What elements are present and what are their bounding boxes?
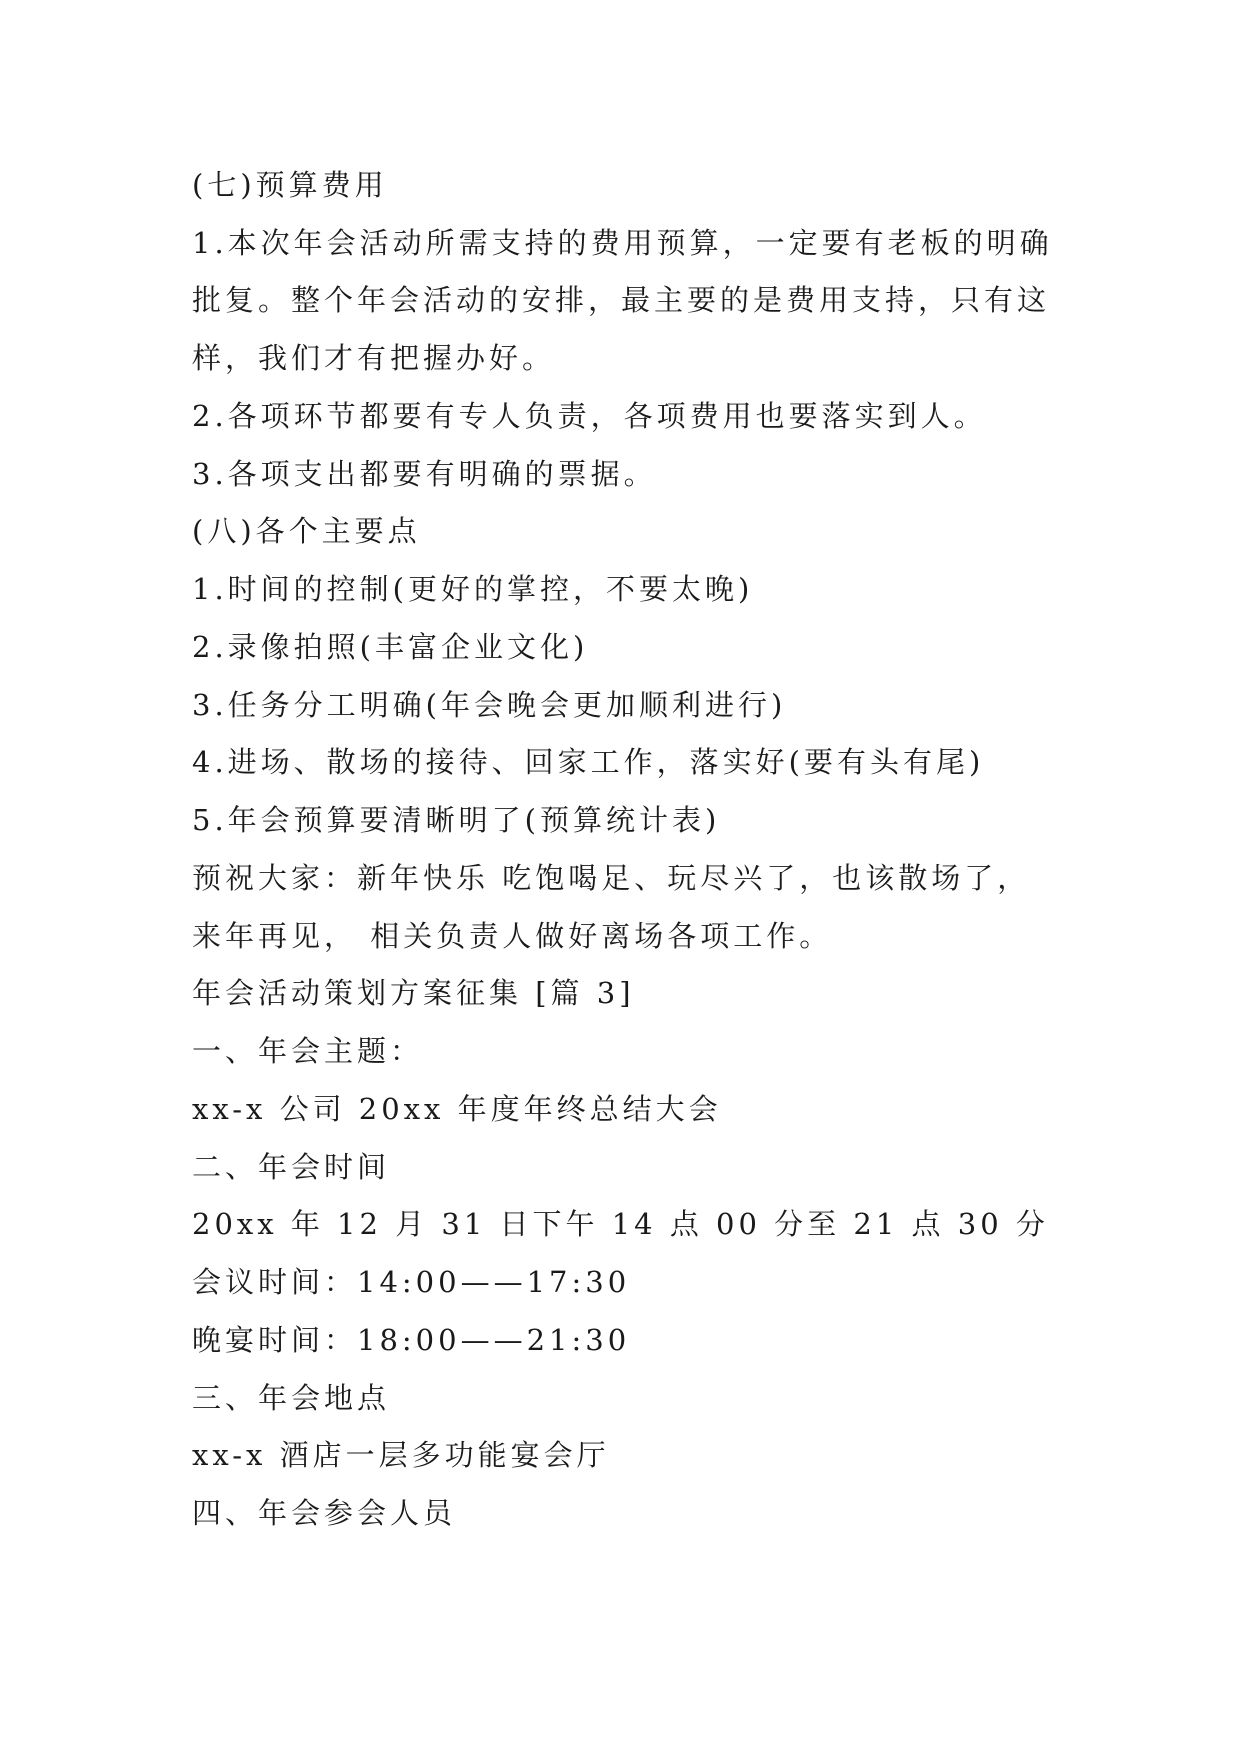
list-item: 3.任务分工明确(年会晚会更加顺利进行) bbox=[192, 688, 787, 722]
paragraph-line: 1.本次年会活动所需支持的费用预算，一定要有老板的明确 bbox=[192, 226, 1053, 260]
list-item: 1.时间的控制(更好的掌控，不要太晚) bbox=[192, 572, 754, 606]
paragraph-line: xx-x 酒店一层多功能宴会厅 bbox=[192, 1438, 610, 1472]
section-heading-budget: (七)预算费用 bbox=[192, 168, 388, 202]
list-item: 4.进场、散场的接待、回家工作，落实好(要有头有尾) bbox=[192, 745, 985, 779]
section-heading-attendees: 四、年会参会人员 bbox=[192, 1496, 457, 1530]
paragraph-line: xx-x 公司 20xx 年度年终总结大会 bbox=[192, 1092, 722, 1126]
section-heading-theme: 一、年会主题： bbox=[192, 1034, 424, 1068]
paragraph-line: 晚宴时间：18:00——21:30 bbox=[192, 1323, 631, 1357]
paragraph-line: 2.各项环节都要有专人负责，各项费用也要落实到人。 bbox=[192, 399, 987, 433]
paragraph-line: 预祝大家：新年快乐 吃饱喝足、玩尽兴了，也该散场了， bbox=[192, 861, 1031, 895]
article-title: 年会活动策划方案征集 [篇 3] bbox=[192, 976, 635, 1010]
list-item: 2.录像拍照(丰富企业文化) bbox=[192, 630, 589, 664]
section-heading-key-points: (八)各个主要点 bbox=[192, 514, 421, 548]
paragraph-line: 批复。整个年会活动的安排，最主要的是费用支持，只有这 bbox=[192, 283, 1051, 317]
paragraph-line: 3.各项支出都要有明确的票据。 bbox=[192, 457, 657, 491]
paragraph-line: 样，我们才有把握办好。 bbox=[192, 341, 556, 375]
paragraph-line: 会议时间：14:00——17:30 bbox=[192, 1265, 631, 1299]
section-heading-time: 二、年会时间 bbox=[192, 1150, 391, 1184]
section-heading-venue: 三、年会地点 bbox=[192, 1381, 391, 1415]
paragraph-line: 来年再见， 相关负责人做好离场各项工作。 bbox=[192, 919, 833, 953]
paragraph-line: 20xx 年 12 月 31 日下午 14 点 00 分至 21 点 30 分 bbox=[192, 1207, 1049, 1241]
list-item: 5.年会预算要清晰明了(预算统计表) bbox=[192, 803, 721, 837]
